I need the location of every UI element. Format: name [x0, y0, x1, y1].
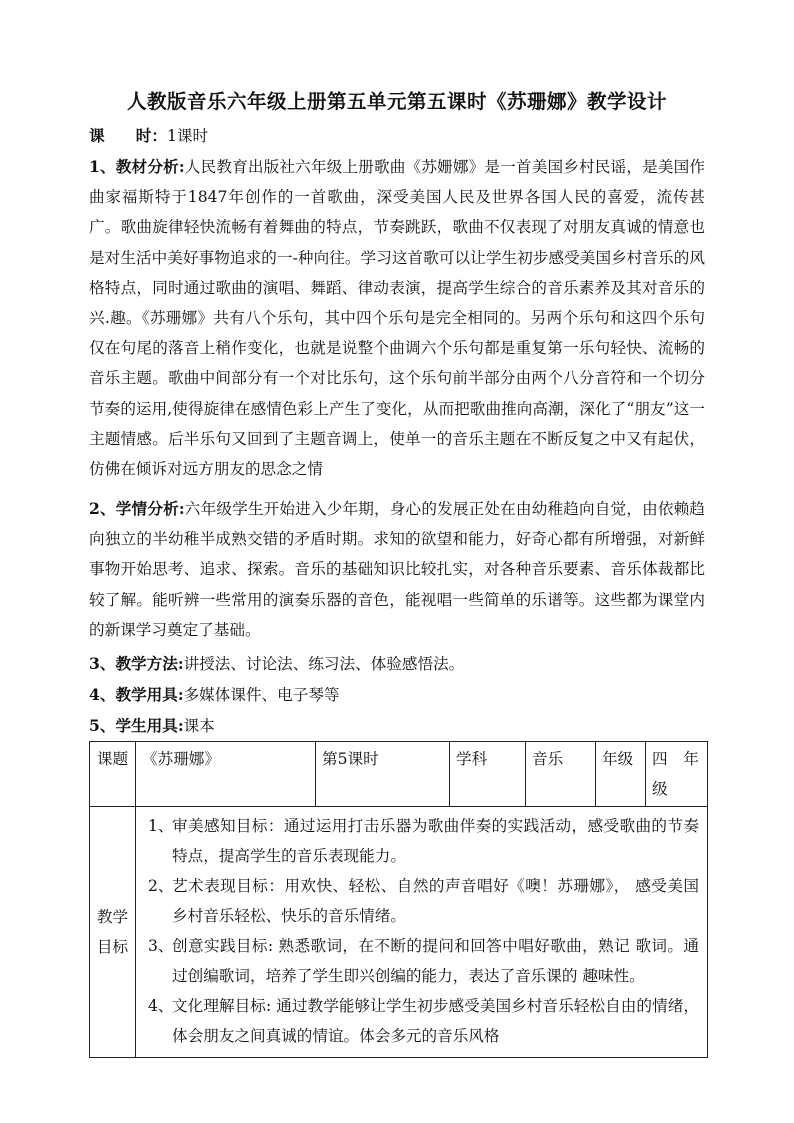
- objective-item: [148, 931, 699, 991]
- section-text: 多媒体课件、电子琴等: [183, 686, 340, 704]
- table-cell: 课题: [90, 742, 136, 807]
- objective-number: 2、: [148, 877, 174, 895]
- table-cell: 年级: [596, 742, 646, 807]
- objectives-label: 教学目标: [90, 807, 136, 1058]
- lesson-info-table: [89, 741, 708, 1058]
- table-row: [90, 742, 708, 807]
- section-text: 人民教育出版社六年级上册歌曲《苏姗娜》是一首美国乡村民谣，是美国作曲家福斯特于1847年创作的一首歌曲，深受美国人民及世界各国人民的喜爱，流传甚广。歌曲旋律轻快流畅有着舞曲的特点，节奏跳跃，歌曲不仅表现了对朋友真诚的情意也是对生活中美好事物追求的一-种向往。学习这首歌可以让学生初步感受美国乡村音乐的风格特点，同时通过歌曲的演唱、舞蹈、律动表演，提高学生综合的音乐素养及其对音乐的兴.趣。《苏珊娜》共有八个乐句，其中四个乐句是完全相同的。另两个乐句和这四个乐句仅在句尾的落音上稍作变化，也就是说整个曲调六个乐句都是重复第一乐句轻快、流畅的音乐主题。歌曲中间部分有一个对比乐句，这个乐句前半部分由两个八分音符和一个切分节奏的运用,使得旋律在感情色彩上产生了变化，从而把歌曲推向高潮，深化了“朋友”这一主题情感。后半乐句又回到了主题音调上，使单一的音乐主题在不断反复之中又有起伏，仿佛在倾诉对远方朋友的思念之情: [89, 158, 705, 479]
- section-text: 课本: [183, 717, 215, 735]
- section-textbook-analysis: [89, 152, 705, 484]
- objective-number: 4、: [148, 997, 174, 1015]
- objective-number: 1、: [148, 817, 174, 835]
- objective-number: 3、: [148, 937, 174, 955]
- section-student-tools: [89, 711, 705, 741]
- class-hours: [89, 121, 705, 151]
- objective-text: 创意实践目标: 熟悉歌词，在不断的提问和回答中唱好歌曲，熟记 歌词。通过创编歌词，培养了学生即兴创编的能力，表达了音乐课的 趣味性。: [172, 937, 699, 985]
- section-text: 六年级学生开始进入少年期，身心的发展正处在由幼稚趋向自觉，由依赖趋向独立的半幼稚半成熟交错的矛盾时期。求知的欲望和能力，好奇心都有所增强，对新鲜事物开始思考、追求、探索。音乐的基础知识比较扎实，对各种音乐要素、音乐体裁都比较了解。能听辨一些常用的演奏乐器的音色，能视唱一些简单的乐谱等。这些都为课堂内的新课学习奠定了基础。: [89, 500, 705, 639]
- objective-item: [148, 871, 699, 931]
- section-label: 5、学生用具:: [89, 716, 184, 735]
- objective-text: 文化理解目标: 通过教学能够让学生初步感受美国乡村音乐轻松自由的情绪，体会朋友之间真诚的情谊。体会多元的音乐风格: [172, 997, 699, 1045]
- section-label: 2、学情分析:: [89, 499, 185, 518]
- table-cell: 音乐: [526, 742, 596, 807]
- class-hours-label: 课 时：: [89, 126, 167, 145]
- class-hours-value: 1课时: [166, 127, 209, 145]
- section-teaching-methods: [89, 649, 705, 679]
- section-label: 3、教学方法:: [89, 654, 184, 673]
- objective-text: 艺术表现目标：用欢快、轻松、自然的声音唱好《噢！苏珊娜》， 感受美国乡村音乐轻松、快乐的音乐情绪。: [172, 877, 699, 925]
- section-label: 4、教学用具:: [89, 685, 184, 704]
- section-student-analysis: [89, 494, 705, 645]
- objective-item: [148, 991, 699, 1051]
- section-teaching-tools: [89, 680, 705, 710]
- objectives-cell: [136, 807, 708, 1058]
- section-text: 讲授法、讨论法、练习法、体验感悟法。: [183, 655, 465, 673]
- section-label: 1、教材分析:: [89, 157, 185, 176]
- table-cell: 第5课时: [316, 742, 450, 807]
- table-cell: 四 年级: [646, 742, 708, 807]
- objective-text: 审美感知目标：通过运用打击乐器为歌曲伴奏的实践活动，感受歌曲的节奏特点，提高学生的音乐表现能力。: [172, 817, 699, 865]
- objective-item: [148, 811, 699, 871]
- document-title: 人教版音乐六年级上册第五单元第五课时《苏珊娜》教学设计: [126, 90, 667, 113]
- table-cell: 《苏珊娜》: [136, 742, 316, 807]
- table-cell: 学科: [450, 742, 526, 807]
- table-row: [90, 807, 708, 1058]
